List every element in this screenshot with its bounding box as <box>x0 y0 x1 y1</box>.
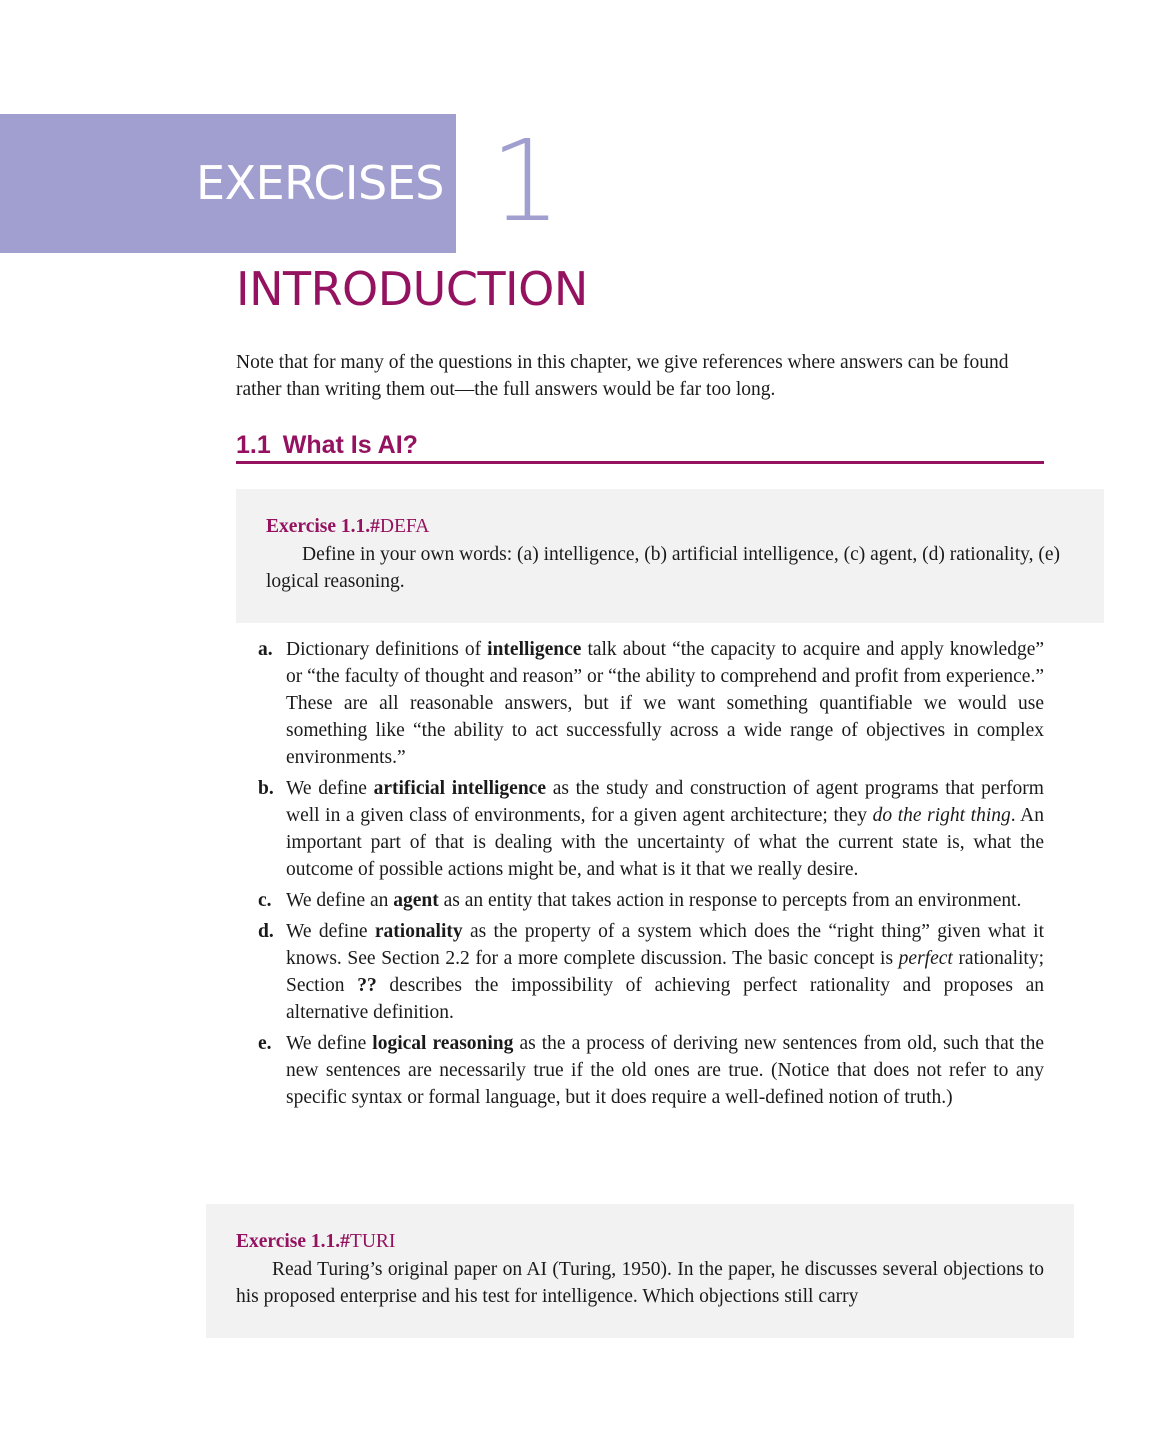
answer-text: as the a process of deriving new sentences from old, such that the new sentences are necessarily true if the old ones are true. (Notice that does not refer to any specific syntax or formal language, but it does require a well-defined notion of truth.) <box>286 1033 1045 1108</box>
answer-item-e <box>250 1030 1044 1111</box>
answer-text: as the property of a system which does the “right thing” given what it knows. See Section 2.2 for a more complete discussion. The basic concept is <box>286 921 1044 969</box>
section-number: 1.1 <box>236 431 271 459</box>
answer-item-b <box>250 775 1044 883</box>
chapter-title: INTRODUCTION <box>236 262 588 316</box>
answer-term: agent <box>393 890 439 911</box>
answer-item-c <box>250 887 1044 914</box>
answer-text: We define an <box>286 890 394 911</box>
exercise-title-prefix: Exercise 1.1.# <box>266 516 380 537</box>
answer-text: We define <box>286 921 375 942</box>
answer-term: artificial intelligence <box>373 778 546 799</box>
answer-term: logical reasoning <box>372 1033 514 1054</box>
exercise-title-prefix: Exercise 1.1.# <box>236 1231 350 1252</box>
chapter-label: EXERCISES <box>196 156 444 210</box>
exercise-text-defa <box>266 541 1060 595</box>
answer-text: We define <box>286 778 374 799</box>
exercise-text: Define in your own words: (a) intelligence, (b) artificial intelligence, (c) agent, (d) rationality, (e) logical reasoning. <box>266 544 1060 592</box>
answer-text: We define <box>286 1033 373 1054</box>
section-reference: ?? <box>357 975 377 996</box>
answer-mark: c. <box>258 890 272 911</box>
answer-text: as an entity that takes action in response to percepts from an environment. <box>438 890 1022 911</box>
exercise-tag: TURI <box>349 1231 396 1252</box>
answer-mark: a. <box>258 639 273 660</box>
answer-text: describes the impossibility of achieving perfect rationality and proposes an alternative definition. <box>286 975 1044 1023</box>
answer-term: intelligence <box>487 639 582 660</box>
answer-list <box>250 636 1044 1115</box>
chapter-number: 1 <box>490 117 562 247</box>
answer-mark: e. <box>258 1033 272 1054</box>
answer-text: rationality; Section <box>286 948 1044 996</box>
answer-term: rationality <box>374 921 463 942</box>
exercise-text: Read Turing’s original paper on AI (Turing, 1950). In the paper, he discusses several objections to his proposed enterprise and his test for intelligence. Which objections still carry <box>236 1259 1044 1307</box>
exercise-title-defa <box>266 513 429 540</box>
answer-item-a <box>250 636 1044 771</box>
exercise-tag: DEFA <box>379 516 430 537</box>
answer-text: . An important part of that is dealing with the uncertainty of what the current state is, what the outcome of possible actions might be, and what is it that we really desire. <box>286 805 1044 880</box>
section-title: What Is AI? <box>282 431 418 459</box>
section-heading <box>236 429 1044 464</box>
intro-paragraph: Note that for many of the questions in this chapter, we give references where answers can be found rather than writing them out—the full answers would be far too long. <box>236 352 1009 400</box>
answer-text: as the study and construction of agent programs that perform well in a given class of environments, for a given agent architecture; they <box>286 778 1044 826</box>
answer-emphasis: do the right thing <box>872 805 1011 826</box>
answer-text: Dictionary definitions of <box>286 639 488 660</box>
exercise-title-turi <box>236 1228 395 1255</box>
answer-text: talk about “the capacity to acquire and apply knowledge” or “the faculty of thought and reason” or “the ability to comprehend and profit from experience.” These are all reasonable answers, but if we want something quantifiable we would use something like “the ability to act successfully across a wide range of objectives in complex environments.” <box>286 639 1045 768</box>
answer-emphasis: perfect <box>898 948 953 969</box>
answer-item-d <box>250 918 1044 1026</box>
exercise-text-turi <box>236 1256 1044 1310</box>
answer-mark: b. <box>258 778 274 799</box>
answer-mark: d. <box>258 921 274 942</box>
